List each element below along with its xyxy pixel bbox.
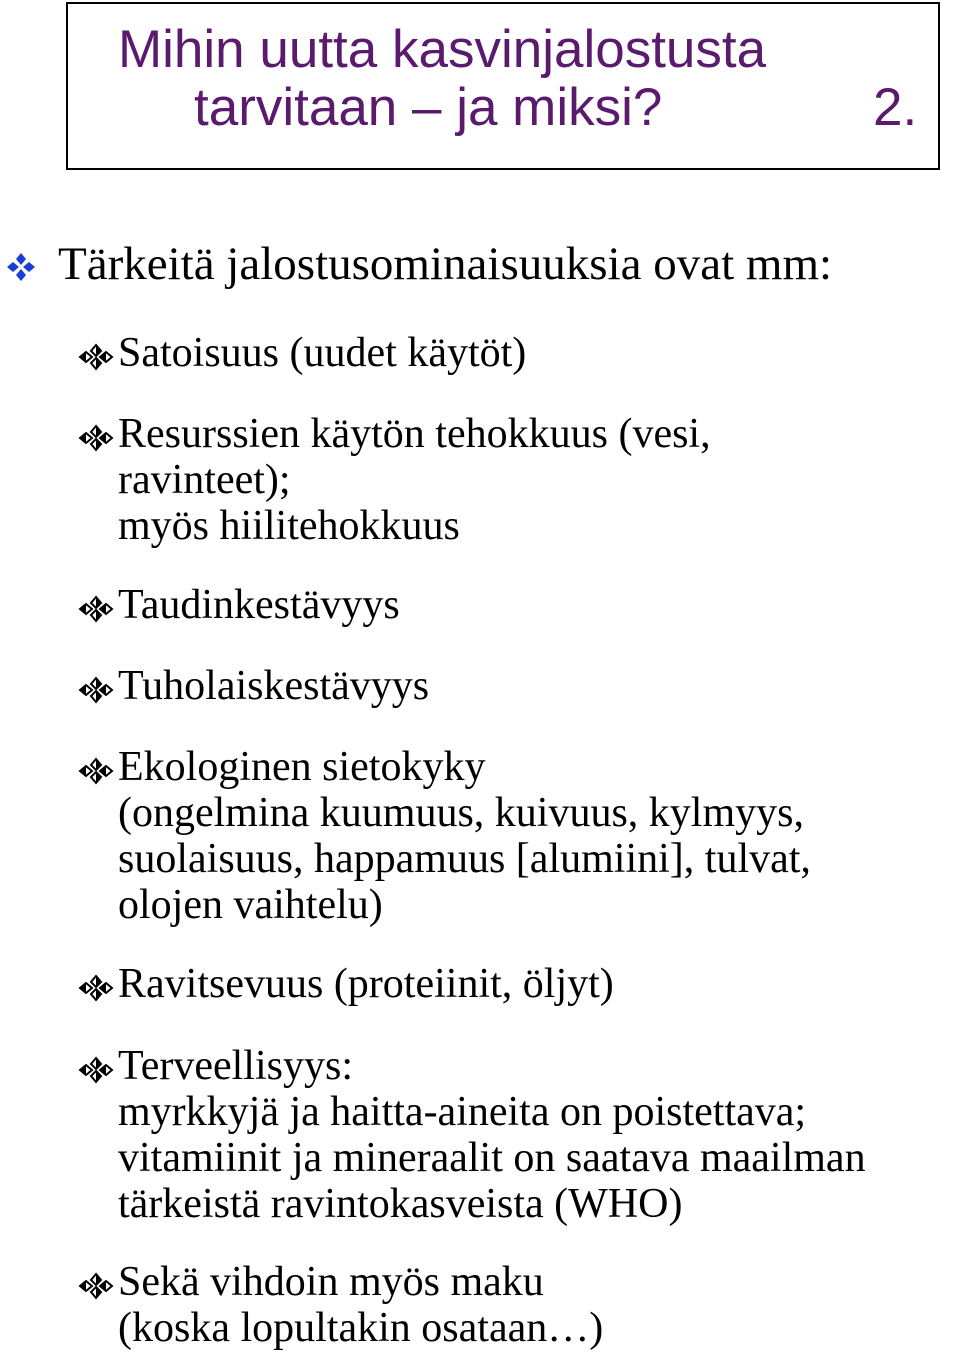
list-item-text (118, 1259, 603, 1351)
list-item-line: tärkeistä ravintokasveista (WHO) (118, 1181, 683, 1227)
slide-number: 2. (873, 78, 918, 137)
four-diamond-bullet-icon (78, 1272, 114, 1300)
list-item-line: Ravitsevuus (proteiinit, öljyt) (118, 961, 614, 1007)
slide-title-line-2: tarvitaan – ja miksi? (194, 78, 663, 137)
list-item-line: myös hiilitehokkuus (118, 503, 460, 549)
list-item-text (118, 330, 526, 376)
four-diamond-bullet-icon (78, 343, 114, 371)
list-item-text (118, 1043, 866, 1227)
list-item-text (118, 961, 614, 1007)
list-item-line: olojen vaihtelu) (118, 882, 383, 928)
list-item-line: vitamiinit ja mineraalit on saatava maailman (118, 1135, 866, 1181)
four-diamond-bullet-icon (6, 252, 36, 282)
list-item-line: myrkkyjä ja haitta-aineita on poistettava; (118, 1089, 807, 1135)
list-item-line: Taudinkestävyys (118, 582, 400, 628)
list-item-line: Satoisuus (uudet käytöt) (118, 330, 527, 376)
list-item-line: Ekologinen sietokyky (118, 744, 486, 790)
list-item-text (118, 744, 811, 928)
four-diamond-bullet-icon (78, 974, 114, 1002)
list-item-line: suolaisuus, happamuus [alumiini], tulvat, (118, 836, 811, 882)
four-diamond-bullet-icon (78, 676, 114, 704)
list-item-text (118, 411, 711, 549)
list-item-text (118, 582, 400, 628)
list-item-line: Tuholaiskestävyys (118, 663, 430, 709)
four-diamond-bullet-icon (78, 424, 114, 452)
four-diamond-bullet-icon (78, 595, 114, 623)
slide-title-line-1: Mihin uutta kasvinjalostusta (118, 20, 767, 79)
four-diamond-bullet-icon (78, 757, 114, 785)
list-item-line: (ongelmina kuumuus, kuivuus, kylmyys, (118, 790, 804, 836)
list-item-text (118, 663, 429, 709)
main-point: Tärkeitä jalostusominaisuuksia ovat mm: (58, 238, 833, 290)
list-item-line: Sekä vihdoin myös maku (118, 1259, 544, 1305)
list-item-line: Resurssien käytön tehokkuus (vesi, (118, 411, 711, 457)
list-item-line: Terveellisyys: (118, 1043, 353, 1089)
list-item-line: (koska lopultakin osataan…) (118, 1305, 604, 1351)
list-item-line: ravinteet); (118, 457, 291, 503)
four-diamond-bullet-icon (78, 1056, 114, 1084)
